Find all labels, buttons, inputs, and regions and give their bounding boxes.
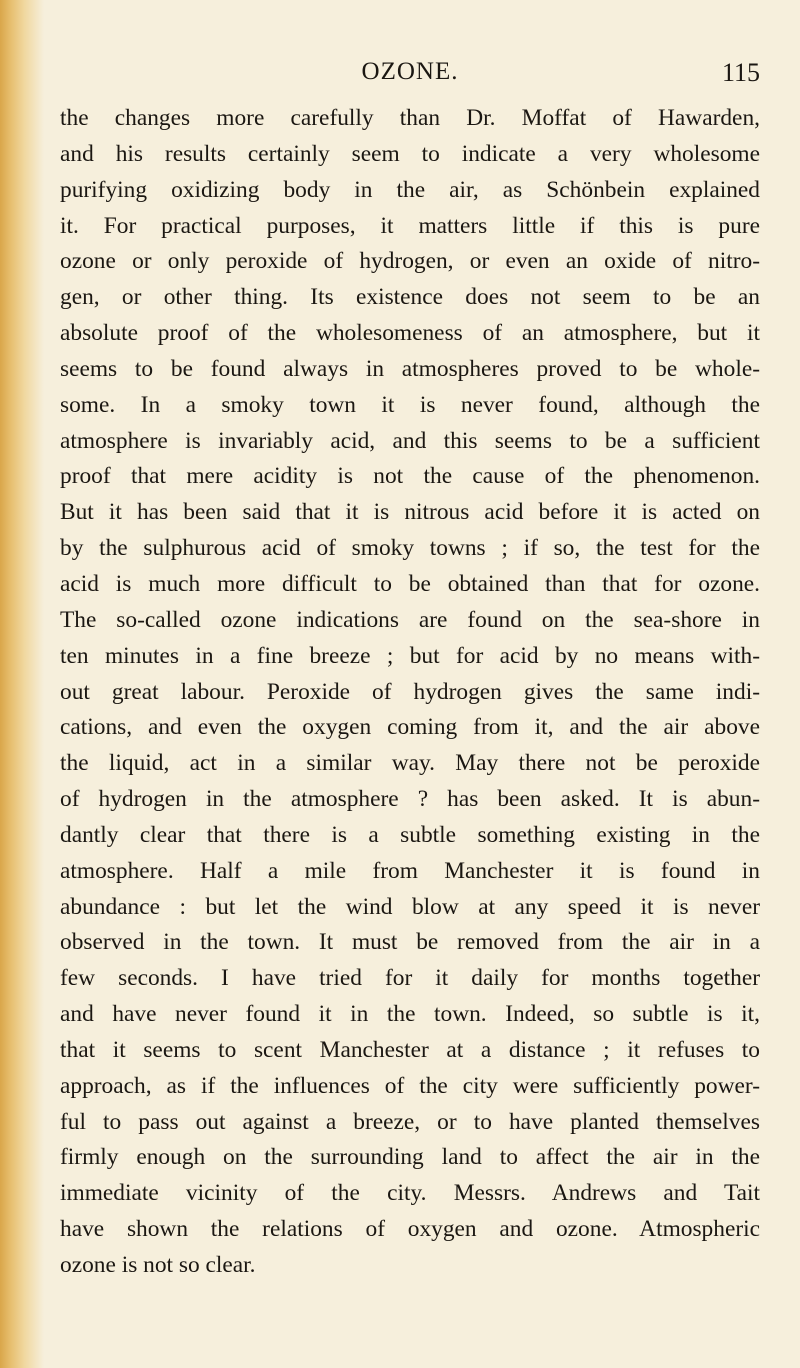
text-line: abundance : but let the wind blow at any speed it is never bbox=[60, 893, 760, 920]
running-title: OZONE. bbox=[361, 58, 459, 85]
text-line: purifying oxidizing body in the air, as Schönbein explained bbox=[60, 176, 760, 203]
text-line: gen, or other thing. Its existence does not seem to be an bbox=[60, 284, 760, 311]
page-edge-tint bbox=[0, 0, 44, 1368]
text-line: seems to be found always in atmospheres proved to be whole- bbox=[60, 355, 760, 382]
text-line: acid is much more difficult to be obtained than that for ozone. bbox=[60, 570, 760, 597]
text-line: ten minutes in a fine breeze ; but for acid by no means with- bbox=[60, 642, 760, 669]
text-line: of hydrogen in the atmosphere ? has been asked. It is abun- bbox=[60, 786, 760, 813]
text-line: atmosphere. Half a mile from Manchester it is found in bbox=[60, 857, 760, 884]
text-line: cations, and even the oxygen coming from it, and the air above bbox=[60, 714, 760, 741]
text-line: But it has been said that it is nitrous acid before it is acted on bbox=[60, 499, 760, 526]
text-line: approach, as if the influences of the city were sufficiently power- bbox=[60, 1072, 760, 1099]
text-line: absolute proof of the wholesomeness of an atmosphere, but it bbox=[60, 320, 760, 347]
text-line: firmly enough on the surrounding land to affect the air in the bbox=[60, 1144, 760, 1171]
text-line: and have never found it in the town. Indeed, so subtle is it, bbox=[60, 1001, 760, 1028]
text-line: proof that mere acidity is not the cause of the phenomenon. bbox=[60, 463, 760, 490]
text-line: dantly clear that there is a subtle something existing in the bbox=[60, 821, 760, 848]
text-line: immediate vicinity of the city. Messrs. Andrews and Tait bbox=[60, 1180, 760, 1207]
text-line: some. In a smoky town it is never found, although the bbox=[60, 391, 760, 418]
text-line: atmosphere is invariably acid, and this seems to be a sufficient bbox=[60, 427, 760, 454]
text-line: out great labour. Peroxide of hydrogen gives the same indi- bbox=[60, 678, 760, 705]
page-header bbox=[60, 58, 760, 94]
text-line: the changes more carefully than Dr. Moffat of Hawarden, bbox=[60, 105, 760, 131]
page-number: 115 bbox=[721, 58, 760, 87]
text-line: ful to pass out against a breeze, or to have planted themselves bbox=[60, 1108, 760, 1135]
text-line: have shown the relations of oxygen and ozone. Atmospheric bbox=[60, 1216, 760, 1243]
text-line: by the sulphurous acid of smoky towns ; if so, the test for the bbox=[60, 535, 760, 562]
text-line: and his results certainly seem to indicate a very wholesome bbox=[60, 140, 760, 167]
text-line: ozone or only peroxide of hydrogen, or even an oxide of nitro- bbox=[60, 248, 760, 275]
text-line: that it seems to scent Manchester at a distance ; it refuses to bbox=[60, 1036, 760, 1063]
text-line: observed in the town. It must be removed from the air in a bbox=[60, 929, 760, 956]
text-line: the liquid, act in a similar way. May there not be peroxide bbox=[60, 750, 760, 777]
body-paragraph bbox=[60, 101, 760, 1284]
text-line: few seconds. I have tried for it daily for months together bbox=[60, 965, 760, 992]
text-line: it. For practical purposes, it matters little if this is pure bbox=[60, 212, 760, 239]
text-line-last: ozone is not so clear. bbox=[60, 1252, 256, 1278]
text-line: The so-called ozone indications are found on the sea-shore in bbox=[60, 606, 760, 633]
